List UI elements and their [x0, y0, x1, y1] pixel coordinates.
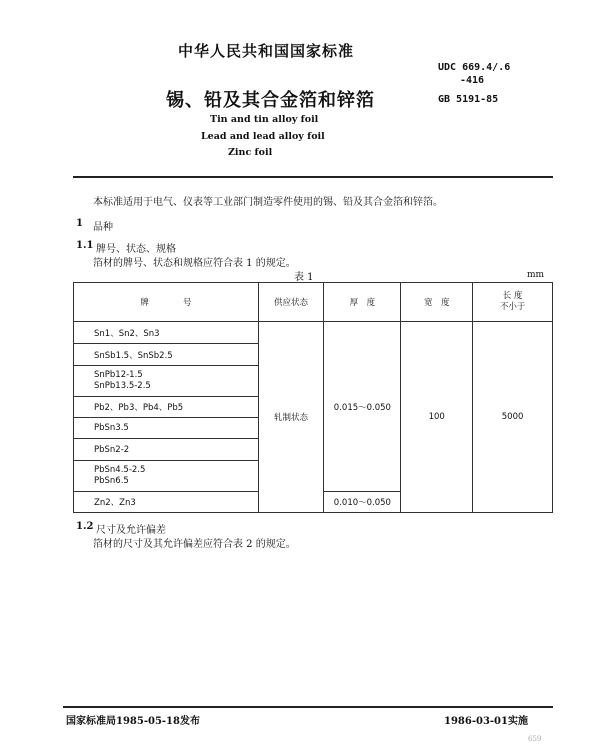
table1-caption: 表 1 [294, 272, 314, 283]
length-cell: 5000 [473, 322, 553, 513]
grade-line: PbSn6.5 [94, 476, 129, 486]
section1-1-title: 牌号、状态、规格 [96, 244, 176, 255]
grade-line: SnPb12-1.5 [94, 370, 143, 380]
state-cell: 轧制状态 [258, 322, 324, 513]
header-width: 宽 度 [401, 283, 473, 322]
section1-2-title: 尺寸及允许偏差 [96, 525, 166, 536]
grade-cell: PbSn3.5 [74, 418, 259, 439]
section1-2-text: 箔材的尺寸及其允许偏差应符合表 2 的规定。 [93, 539, 296, 550]
gb-code: GB 5191-85 [438, 94, 499, 105]
title-en-1: Tin and tin alloy foil [210, 114, 319, 125]
document-title: 锡、铅及其合金箔和锌箔 [166, 90, 375, 111]
thickness-cell: 0.015～0.050 [324, 322, 401, 492]
section1-title: 品种 [93, 222, 113, 233]
title-en-2: Lead and lead alloy foil [201, 131, 325, 142]
table1-unit: mm [527, 270, 545, 280]
grade-cell: SnSb1.5、SnSb2.5 [74, 344, 259, 366]
table1 [73, 282, 553, 513]
grade-cell: Pb2、Pb3、Pb4、Pb5 [74, 397, 259, 418]
grade-cell [74, 461, 259, 492]
grade-line: PbSn4.5-2.5 [94, 465, 146, 475]
thickness-zn-cell: 0.010～0.050 [324, 492, 401, 513]
grade-cell: Zn2、Zn3 [74, 492, 259, 513]
header-state: 供应状态 [258, 283, 324, 322]
grade-line: SnPb13.5-2.5 [94, 381, 151, 391]
issued-date: 国家标准局1985-05-18发布 [66, 716, 200, 727]
udc-code-line2: -416 [460, 75, 485, 86]
effective-date: 1986-03-01实施 [444, 716, 528, 727]
grade-cell: Sn1、Sn2、Sn3 [74, 322, 259, 344]
header-length-2: 不小于 [499, 302, 526, 312]
section1-num: 1 [76, 218, 83, 229]
intro-text: 本标准适用于电气、仪表等工业部门制造零件使用的锡、铅及其合金箔和锌箔。 [93, 197, 443, 208]
header-length [473, 283, 553, 322]
header-thickness: 厚 度 [324, 283, 401, 322]
grade-cell [74, 366, 259, 397]
header-length-1: 长 度 [502, 291, 523, 301]
page-number: 659 [528, 735, 542, 743]
header-grade: 牌 号 [74, 283, 259, 322]
section1-2-num: 1.2 [76, 521, 94, 532]
grade-cell: PbSn2-2 [74, 439, 259, 461]
header-divider [73, 176, 553, 178]
section1-1-num: 1.1 [76, 240, 94, 251]
table-row [74, 322, 553, 344]
table1-header-row [74, 283, 553, 322]
udc-code-line1: UDC 669.4/.6 [438, 62, 511, 73]
title-en-3: Zinc foil [228, 147, 273, 158]
width-cell: 100 [401, 322, 473, 513]
footer-divider [63, 706, 553, 708]
section1-1-text: 箔材的牌号、状态和规格应符合表 1 的规定。 [93, 258, 296, 269]
national-standard-heading: 中华人民共和国国家标准 [178, 42, 355, 60]
